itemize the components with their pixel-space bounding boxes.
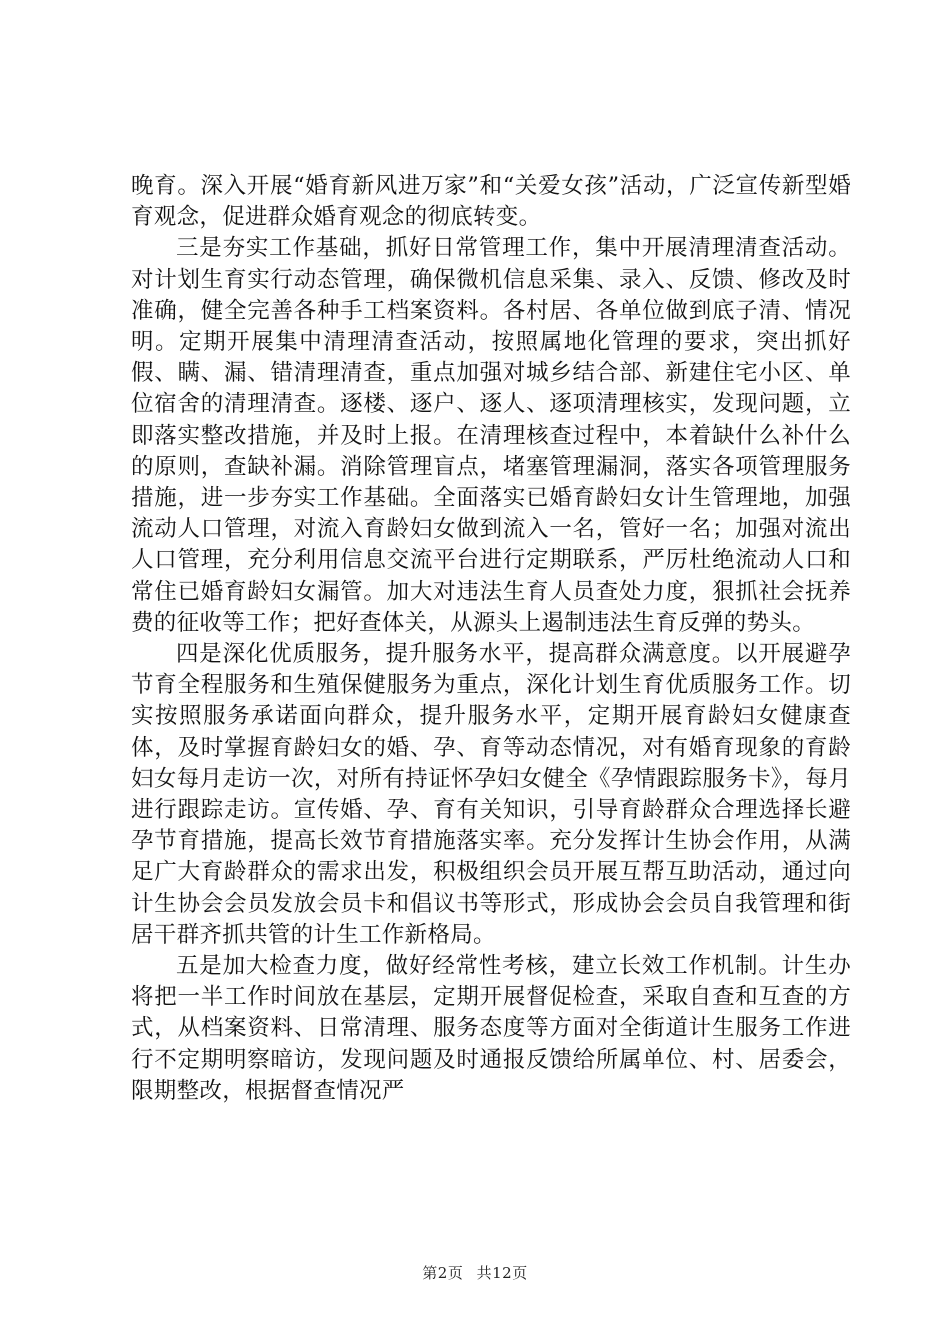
page-footer [0, 1262, 950, 1283]
paragraph-three: 三是夯实工作基础，抓好日常管理工作，集中开展清理清查活动。对计划生育实行动态管理，确保微机信息采集、录入、反馈、修改及时准确，健全完善各种手工档案资料。各村居、各单位做到底子清、情况明。定期开展集中清理清查活动，按照属地化管理的要求，突出抓好假、瞒、漏、错清理清查，重点加强对城乡结合部、新建住宅小区、单位宿舍的清理清查。逐楼、逐户、逐人、逐项清理核实，发现问题，立即落实整改措施，并及时上报。在清理核查过程中，本着缺什么补什么的原则，查缺补漏。消除管理盲点，堵塞管理漏洞，落实各项管理服务措施，进一步夯实工作基础。全面落实已婚育龄妇女计生管理地，加强流动人口管理，对流入育龄妇女做到流入一名，管好一名；加强对流出人口管理，充分利用信息交流平台进行定期联系，严厉杜绝流动人口和常住已婚育龄妇女漏管。加大对违法生育人员查处力度，狠抓社会抚养费的征收等工作；把好查体关，从源头上遏制违法生育反弹的势头。 [131, 235, 851, 636]
current-page-label: 第2页 [422, 1264, 464, 1282]
paragraph-five: 五是加大检查力度，做好经常性考核，建立长效工作机制。计生办将把一半工作时间放在基层，定期开展督促检查，采取自查和互查的方式，从档案资料、日常清理、服务态度等方面对全街道计生服务工作进行不定期明察暗访，发现问题及时通报反馈给所属单位、村、居委会，限期整改，根据督查情况严 [131, 953, 851, 1104]
paragraph-continuation: 晚育。深入开展“婚育新风进万家”和“关爱女孩”活动，广泛宣传新型婚育观念，促进群众婚育观念的彻底转变。 [131, 173, 851, 231]
total-pages-label: 共12页 [476, 1264, 528, 1282]
document-body [131, 171, 851, 1107]
paragraph-four: 四是深化优质服务，提升服务水平，提高群众满意度。以开展避孕节育全程服务和生殖保健服务为重点，深化计划生育优质服务工作。切实按照服务承诺面向群众，提升服务水平，定期开展育龄妇女健康查体，及时掌握育龄妇女的婚、孕、育等动态情况，对有婚育现象的育龄妇女每月走访一次，对所有持证怀孕妇女健全《孕情跟踪服务卡》，每月进行跟踪走访。宣传婚、孕、育有关知识，引导育龄群众合理选择长避孕节育措施，提高长效节育措施落实率。充分发挥计生协会作用，从满足广大育龄群众的需求出发，积极组织会员开展互帮互助活动，通过向计生协会会员发放会员卡和倡议书等形式，形成协会会员自我管理和街居干群齐抓共管的计生工作新格局。 [131, 641, 851, 948]
